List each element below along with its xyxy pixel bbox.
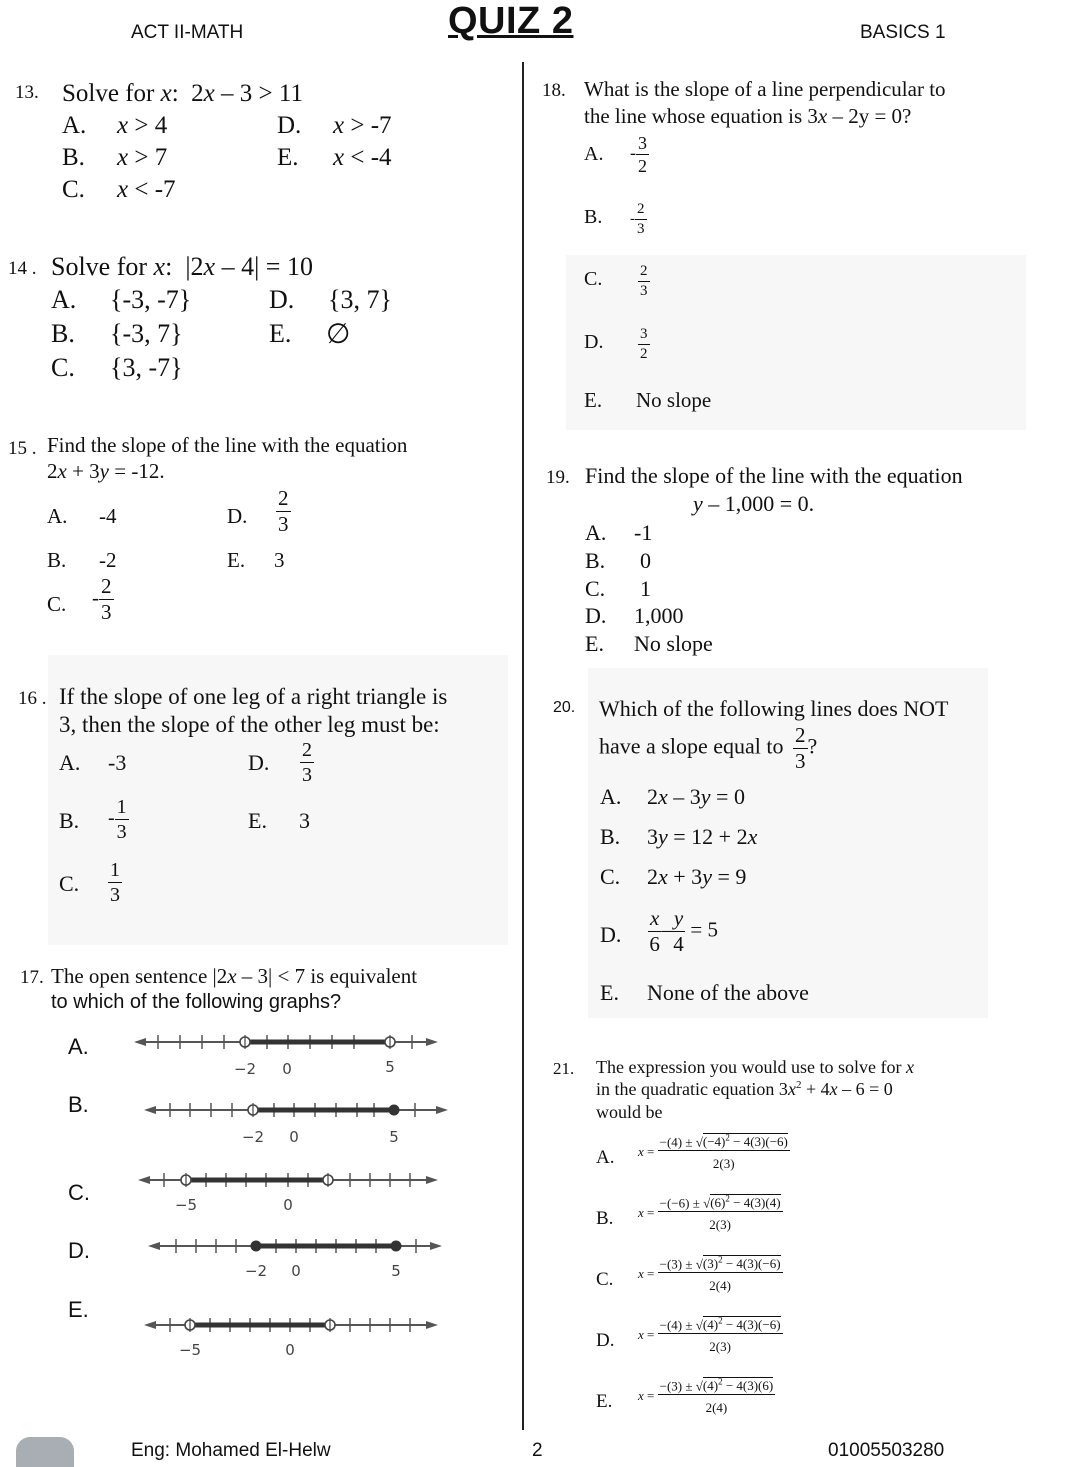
q14-prompt: Solve for x: |2x – 4| = 10 — [51, 252, 313, 281]
graph-b-tick-5: 5 — [389, 1128, 399, 1146]
q20-option-e[interactable]: E. — [600, 980, 619, 1005]
q13-option-e-value: x < -4 — [333, 144, 392, 171]
q17-option-e[interactable]: E. — [68, 1297, 89, 1322]
q16-option-a[interactable]: A. — [59, 750, 81, 775]
q13-option-c[interactable]: C. — [62, 176, 85, 203]
page-title: QUIZ 2 — [448, 0, 574, 42]
q20-option-b[interactable]: B. — [600, 824, 621, 849]
q15-option-d-value: $\frac{2}{3}$ — [278, 486, 289, 536]
q18-prompt-line1: What is the slope of a line perpendicular to — [584, 77, 946, 101]
footer-page-number: 2 — [532, 1440, 543, 1461]
q20-prompt-line2: have a slope equal to $\frac{2}{3}$ ? — [599, 723, 818, 773]
q19-prompt-line1: Find the slope of the line with the equation — [585, 463, 963, 488]
q20-option-d-value: $\frac{x}{6}$ – $\frac{y}{4}$ = 5 — [649, 906, 718, 956]
q13-option-b[interactable]: B. — [62, 144, 85, 171]
shade-block-q18 — [566, 255, 1026, 430]
q20-number: 20. — [553, 699, 576, 716]
q19-option-a[interactable]: A. — [585, 520, 607, 545]
q16-prompt-line1: If the slope of one leg of a right triangle is — [59, 684, 448, 709]
q15-option-d[interactable]: D. — [227, 504, 248, 528]
q20-prompt-line1: Which of the following lines does NOT — [599, 696, 949, 721]
q15-option-c-value: - $\frac{2}{3}$ — [92, 574, 112, 624]
q20-option-a[interactable]: A. — [600, 784, 622, 809]
q14-option-a-value: {-3, -7} — [110, 285, 192, 314]
q20-option-a-value: 2x – 3y = 0 — [647, 784, 745, 809]
q16-option-d[interactable]: D. — [248, 750, 270, 775]
q18-option-a[interactable]: A. — [584, 143, 604, 165]
q17-option-d[interactable]: D. — [68, 1238, 90, 1263]
empty-set-icon: ∅ — [326, 319, 351, 350]
q21-option-d[interactable]: D. — [596, 1330, 615, 1351]
q20-option-c[interactable]: C. — [600, 864, 621, 889]
q17-prompt-line2: to which of the following graphs? — [51, 991, 342, 1013]
number-line-a — [132, 1030, 442, 1076]
q14-option-d[interactable]: D. — [269, 285, 295, 314]
q13-option-b-value: x > 7 — [117, 144, 168, 171]
q17-option-b[interactable]: B. — [68, 1092, 89, 1117]
q16-prompt-line2: 3, then the slope of the other leg must be: — [59, 712, 440, 737]
q15-option-c[interactable]: C. — [47, 592, 67, 616]
q15-prompt-line1: Find the slope of the line with the equation — [47, 433, 408, 457]
q15-prompt-line2: 2x + 3y = -12. — [47, 459, 165, 483]
q19-option-e-value: No slope — [634, 631, 713, 656]
q18-option-e-value: No slope — [636, 388, 712, 412]
graph-b-tick-neg2: −2 — [241, 1128, 265, 1146]
q18-option-a-value: - $\frac{3}{2}$ — [630, 133, 647, 176]
number-line-e — [142, 1313, 442, 1359]
q18-option-c[interactable]: C. — [584, 268, 603, 290]
q19-option-d-value: 1,000 — [634, 603, 684, 628]
q19-option-c-value: 1 — [640, 576, 651, 601]
graph-a-tick-5: 5 — [385, 1058, 395, 1076]
q17-prompt-line1: The open sentence |2x – 3| < 7 is equivalent — [51, 964, 418, 988]
q17-option-c[interactable]: C. — [68, 1180, 90, 1205]
q21-option-d-formula: x = $\frac{-(4) \pm √(4)^2 - 4(3)(-6)}{2(3)}$ — [638, 1316, 781, 1355]
q21-option-b-formula: x = $\frac{-(-6) \pm √(6)^2 - 4(3)(4)}{2(3)}$ — [638, 1194, 781, 1233]
graph-e-tick-0: 0 — [285, 1341, 295, 1359]
q13-number: 13. — [15, 82, 39, 103]
q16-option-d-value: $\frac{2}{3}$ — [302, 739, 312, 786]
q21-option-e-formula: x = $\frac{-(3) \pm √(4)^2 - 4(3)(6)}{2(4)}$ — [638, 1377, 774, 1416]
q15-option-b-value: -2 — [99, 548, 117, 572]
q15-option-a[interactable]: A. — [47, 504, 68, 528]
q19-option-b-value: 0 — [640, 548, 651, 573]
q19-prompt-line2: y – 1,000 = 0. — [693, 491, 815, 516]
number-line-d — [146, 1234, 446, 1282]
graph-e-tick-neg5: −5 — [178, 1341, 202, 1359]
q18-option-e[interactable]: E. — [584, 388, 603, 412]
graph-a-tick-0: 0 — [282, 1060, 292, 1076]
q18-prompt-line2: the line whose equation is 3x – 2y = 0? — [584, 104, 912, 128]
q20-option-b-value: 3y = 12 + 2x — [647, 824, 758, 849]
header-course: ACT II-MATH — [131, 22, 244, 43]
q14-number: 14 . — [8, 258, 37, 279]
header-section: BASICS 1 — [860, 22, 946, 43]
number-line-b — [142, 1098, 452, 1146]
q19-option-b[interactable]: B. — [585, 548, 606, 573]
q18-number: 18. — [542, 80, 566, 101]
q16-option-e[interactable]: E. — [248, 808, 267, 833]
q18-option-b[interactable]: B. — [584, 206, 603, 228]
q13-option-c-value: x < -7 — [117, 176, 176, 203]
q21-number: 21. — [553, 1059, 575, 1078]
q19-number: 19. — [546, 467, 570, 488]
number-line-c — [136, 1168, 442, 1214]
q18-option-d-value: $\frac{3}{2}$ — [640, 326, 648, 362]
q14-option-c-value: {3, -7} — [110, 353, 183, 382]
q21-option-c-formula: x = $\frac{-(3) \pm √(3)^2 - 4(3)(-6)}{2(4)}$ — [638, 1255, 781, 1294]
q13-option-a-value: x > 4 — [117, 112, 168, 139]
q15-option-b[interactable]: B. — [47, 548, 67, 572]
graph-d-tick-neg2: −2 — [244, 1262, 268, 1280]
graph-d-tick-5: 5 — [391, 1262, 401, 1280]
q19-option-e[interactable]: E. — [585, 631, 604, 656]
q14-option-c[interactable]: C. — [51, 353, 75, 382]
q16-option-e-value: 3 — [299, 808, 310, 833]
q21-option-a-formula: x = $\frac{-(4) \pm √(-4)^2 - 4(3)(-6)}{2(3)}$ — [638, 1133, 788, 1172]
graph-c-tick-neg5: −5 — [174, 1196, 198, 1214]
q16-option-a-value: -3 — [108, 750, 127, 775]
q14-option-a[interactable]: A. — [51, 285, 77, 314]
q16-option-c[interactable]: C. — [59, 871, 80, 896]
q15-option-e[interactable]: E. — [227, 548, 246, 572]
q21-option-e[interactable]: E. — [596, 1391, 613, 1412]
q18-option-b-value: - $\frac{2}{3}$ — [630, 201, 645, 237]
q19-option-d[interactable]: D. — [585, 603, 607, 628]
q13-option-d-value: x > -7 — [333, 112, 392, 139]
q19-option-c[interactable]: C. — [585, 576, 606, 601]
q21-option-b[interactable]: B. — [596, 1208, 614, 1229]
graph-d-tick-0: 0 — [291, 1262, 301, 1280]
q13-option-e[interactable]: E. — [277, 144, 299, 171]
q18-option-c-value: $\frac{2}{3}$ — [640, 263, 648, 299]
q14-option-b[interactable]: B. — [51, 319, 75, 348]
q18-option-d[interactable]: D. — [584, 331, 604, 353]
q13-option-d[interactable]: D. — [277, 112, 302, 139]
q21-option-a[interactable]: A. — [596, 1147, 615, 1168]
q21-prompt-line3: would be — [596, 1102, 663, 1122]
graph-a-tick-neg2: −2 — [233, 1060, 257, 1076]
q19-option-a-value: -1 — [634, 520, 653, 545]
column-divider — [522, 62, 524, 1430]
q14-option-d-value: {3, 7} — [328, 285, 392, 314]
q15-option-e-value: 3 — [274, 548, 285, 572]
q16-option-b[interactable]: B. — [59, 808, 80, 833]
q15-option-a-value: -4 — [99, 504, 117, 528]
q14-option-b-value: {-3, 7} — [110, 319, 183, 348]
footer-phone: 01005503280 — [828, 1440, 945, 1461]
q20-option-e-value: None of the above — [647, 980, 809, 1005]
q17-option-a[interactable]: A. — [68, 1034, 89, 1059]
graph-b-tick-0: 0 — [289, 1128, 299, 1146]
q13-prompt: Solve for x: 2x – 3 > 11 — [62, 80, 303, 107]
q17-number: 17. — [20, 967, 44, 988]
q14-option-e[interactable]: E. — [269, 319, 292, 348]
q21-option-c[interactable]: C. — [596, 1269, 614, 1290]
graph-c-tick-0: 0 — [283, 1196, 293, 1214]
q20-option-c-value: 2x + 3y = 9 — [647, 864, 747, 889]
q21-prompt-line2: in the quadratic equation $3x^2 + 4x - 6 = 0$ — [596, 1079, 893, 1099]
q21-prompt-line1: The expression you would use to solve for x — [596, 1057, 914, 1077]
q20-option-d[interactable]: D. — [600, 922, 622, 947]
q16-option-b-value: - $\frac{1}{3}$ — [108, 796, 127, 843]
q16-number: 16 . — [18, 688, 47, 709]
q13-option-a[interactable]: A. — [62, 112, 87, 139]
footer-author: Eng: Mohamed El-Helw — [131, 1440, 331, 1461]
q15-number: 15 . — [8, 438, 37, 459]
page-tab-handle[interactable] — [16, 1437, 74, 1467]
q16-option-c-value: $\frac{1}{3}$ — [110, 859, 120, 906]
